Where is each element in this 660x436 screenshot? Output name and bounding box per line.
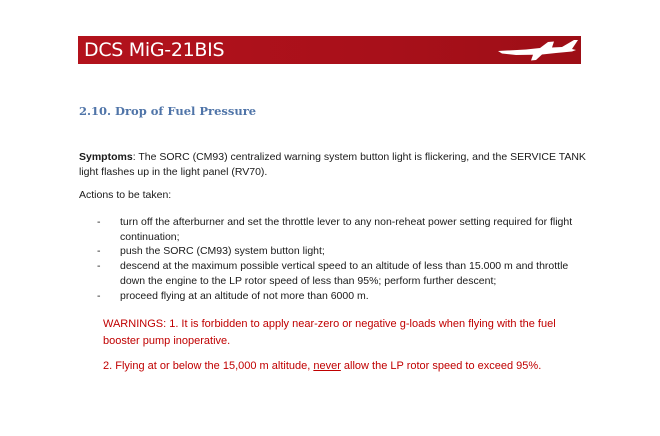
actions-list [97,215,587,303]
jet-aircraft-icon [496,38,580,62]
warning-2-text-end: allow the LP rotor speed to exceed 95%. [340,360,542,372]
header-banner [78,36,581,64]
warning-1-text: : 1. It is forbidden to apply near-zero or negative g-loads when flying with the fuel booster pump inoperative. [103,318,556,347]
warning-2-emphasis: never [313,360,341,372]
action-item-text: descend at the maximum possible vertical speed to an altitude of less than 15.000 m and throttle down the engine to the LP rotor speed of less than 95%; perform further descent; [120,260,569,287]
actions-label: Actions to be taken: [79,189,172,201]
action-item [97,289,587,304]
bullet-dash: - [97,289,101,302]
symptoms-text: : The SORC (CM93) centralized warning system button light is flickering, and the SERVICE TANK light flashes up in the light panel (RV70). [79,151,586,178]
action-item [97,215,587,244]
action-item-text: push the SORC (CM93) system button light; [120,245,325,258]
warning-1 [103,316,563,350]
action-item-text: turn off the afterburner and set the throttle lever to any non-reheat power setting required for flight continuation; [120,216,573,243]
section-heading: 2.10. Drop of Fuel Pressure [79,104,257,118]
warnings-label: WARNINGS [103,318,164,330]
symptoms-paragraph [79,150,589,180]
banner-title: DCS MiG-21BIS [84,39,225,61]
bullet-dash: - [97,216,101,228]
action-item [97,259,587,288]
warning-2 [103,358,563,375]
bullet-dash: - [97,245,101,258]
bullet-dash: - [97,260,101,273]
action-item-text: proceed flying at an altitude of not more than 6000 m. [120,289,369,302]
warning-2-text-start: 2. Flying at or below the 15,000 m altitude, [103,360,314,372]
symptoms-label: Symptoms [79,151,133,163]
action-item [97,244,587,259]
